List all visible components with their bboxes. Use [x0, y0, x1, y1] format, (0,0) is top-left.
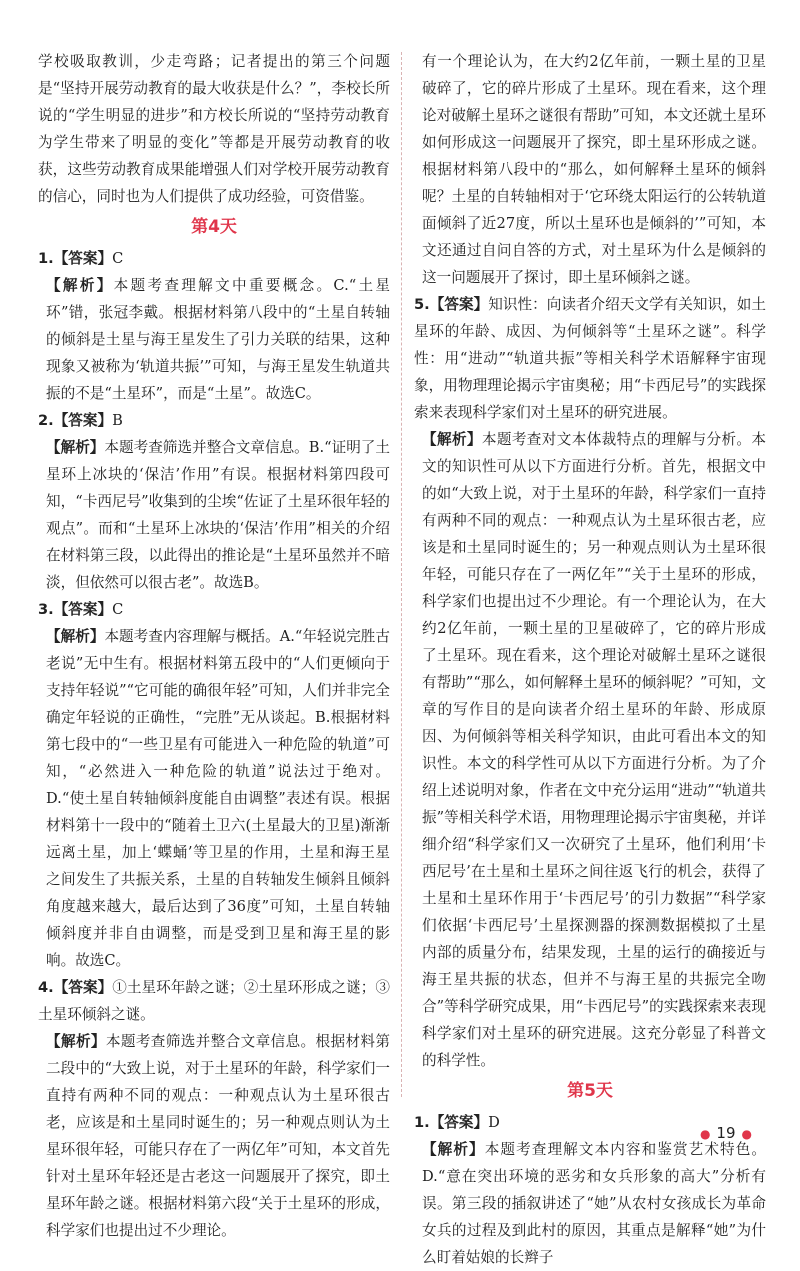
q2-explanation-tag: 【解析】	[46, 439, 105, 456]
q4-answer-tag: 【答案】	[53, 979, 113, 996]
day5-q1-explanation	[414, 1136, 766, 1271]
day5-q1-answer-tag: 【答案】	[429, 1114, 489, 1131]
q3-explanation-tag: 【解析】	[46, 628, 105, 645]
q1-answer-value: C	[112, 250, 124, 267]
page-footer	[694, 1124, 758, 1142]
dot-icon: ●	[699, 1126, 711, 1141]
q5-explanation-tag: 【解析】	[422, 431, 482, 448]
day4-heading: 第4天	[191, 217, 237, 237]
day5-q1-answer-value: D	[488, 1114, 500, 1131]
q4-number: 4.	[38, 979, 54, 996]
q5-answer-value: 知识性：向读者介绍天文学有关知识，如土星环的年龄、成因、为何倾斜等“土星环之谜”。科学性：用“进动”“轨道共振”等相关科学术语解释宇宙现象，用物理理论揭示宇宙奥秘；用“卡西尼号”的实践探索来表现科学家们对土星环的研究进展。	[414, 296, 766, 421]
day5-q1-explanation-text: 本题考查理解文本内容和鉴赏艺术特色。D.“意在突出环境的恶劣和女兵形象的高大”分析有误。第三段的插叙讲述了“她”从农村女孩成长为革命女兵的过程及到此村的原因，其重点是解释“她”为什么盯着姑娘的长辫子	[422, 1141, 766, 1266]
q1-answer	[38, 245, 390, 272]
page-number: 19	[716, 1124, 736, 1142]
q4-answer-value: ①土星环年龄之谜；②土星环形成之谜；③土星环倾斜之谜。	[38, 979, 390, 1023]
q4-answer	[38, 974, 390, 1028]
q1-explanation	[38, 272, 390, 407]
intro-paragraph: 学校吸取教训，少走弯路；记者提出的第三个问题是“坚持开展劳动教育的最大收获是什么？”，李校长所说的“学生明显的进步”和方校长所说的“坚持劳动教育为学生带来了明显的变化”等都是开展劳动教育的收获，这些劳动教育成果能增强人们对学校开展劳动教育的信心，同时也为人们提供了成功经验，可资借鉴。	[38, 53, 390, 205]
q5-explanation	[414, 426, 766, 1074]
q1-explanation-tag: 【解析】	[46, 277, 114, 294]
q3-answer	[38, 596, 390, 623]
q2-explanation-text: 本题考查筛选并整合文章信息。B.“证明了土星环上冰块的‘保洁’作用”有误。根据材料第四段可知，“卡西尼号”收集到的尘埃“佐证了土星环很年轻的观点”。而和“土星环上冰块的‘保洁’作用”相关的介绍在材料第三段，以此得出的推论是“土星环虽然并不暗淡，但依然可以很古老”。故选B。	[46, 439, 390, 591]
q3-answer-tag: 【答案】	[53, 601, 113, 618]
q2-answer-tag: 【答案】	[53, 412, 113, 429]
q4-explanation-tag: 【解析】	[46, 1033, 106, 1050]
day5-q1-explanation-tag: 【解析】	[422, 1141, 485, 1158]
right-column	[414, 48, 766, 1271]
q3-number: 3.	[38, 601, 54, 618]
q2-answer	[38, 407, 390, 434]
q2-explanation	[38, 434, 390, 596]
q3-explanation	[38, 623, 390, 974]
q4-explanation-text: 本题考查筛选并整合文章信息。根据材料第二段中的“大致上说，对于土星环的年龄，科学家们一直持有两种不同的观点：一种观点认为土星环很古老，应该是和土星同时诞生的；另一种观点则认为土星环很年轻，可能只存在了一两亿年”可知，本文首先针对土星环年轻还是古老这一问题展开了探究，即土星环年龄之谜。根据材料第六段“关于土星环的形成，科学家们也提出过不少理论。	[46, 1033, 390, 1239]
q4-explanation-continued: 有一个理论认为，在大约2亿年前，一颗土星的卫星破碎了，它的碎片形成了土星环。现在看来，这个理论对破解土星环之谜很有帮助”可知，本文还就土星环如何形成这一问题展开了探究，即土星环形成之谜。根据材料第八段中的“那么，如何解释土星环的倾斜呢？土星的自转轴相对于‘它环绕太阳运行的公转轨道面倾斜了近27度，所以土星环也是倾斜的’”可知，本文还通过自问自答的方式，对土星环为什么是倾斜的这一问题展开了探讨，即土星环倾斜之谜。	[422, 53, 766, 286]
q3-answer-value: C	[112, 601, 124, 618]
dot-icon: ●	[741, 1126, 752, 1141]
q5-number: 5.	[414, 296, 430, 313]
q2-number: 2.	[38, 412, 54, 429]
q2-answer-value: B	[112, 412, 123, 429]
q1-answer-tag: 【答案】	[53, 250, 113, 267]
q1-number: 1.	[38, 250, 54, 267]
day5-heading: 第5天	[567, 1081, 613, 1101]
day5-q1-number: 1.	[414, 1114, 430, 1131]
q5-explanation-text: 本题考查对文本体裁特点的理解与分析。本文的知识性可从以下方面进行分析。首先，根据文中的如“大致上说，对于土星环的年龄，科学家们一直持有两种不同的观点：一种观点认为土星环很古老，应该是和土星同时诞生的；另一种观点则认为土星环很年轻，可能只存在了一两亿年”“关于土星环的形成，科学家们也提出过不少理论。有一个理论认为，在大约2亿年前，一颗土星的卫星破碎了，它的碎片形成了土星环。现在看来，这个理论对破解土星环之谜很有帮助”“那么，如何解释土星环的倾斜呢？”可知，文章的写作目的是向读者介绍土星环的年龄、形成原因、为何倾斜等相关科学知识，由此可看出本文的知识性。本文的科学性可从以下方面进行分析。为了介绍上述说明对象，作者在文中充分运用“进动”“轨道共振”等相关科学术语，用物理理论揭示宇宙奥秘，并详细介绍“科学家们又一次研究了土星环，他们利用‘卡西尼号’在土星和土星环之间往返飞行的机会，获得了土星和土星环作用于‘卡西尼号’的引力数据”“科学家们依据‘卡西尼号’土星探测器的探测数据模拟了土星内部的质量分布，结果发现，土星的运行的确接近与海王星共振的状态，但并不与海王星的共振完全吻合”等科学研究成果，用“卡西尼号”的实践探索来表现科学家们对土星环的研究进展。这充分彰显了科普文的科学性。	[422, 431, 766, 1069]
q1-explanation-text: 本题考查理解文中重要概念。C.“土星环”错，张冠李戴。根据材料第八段中的“土星自转轴的倾斜是土星与海王星发生了引力关联的结果，这种现象又被称为‘轨道共振’”可知，与海王星发生轨道共振的不是“土星环”，而是“土星”。故选C。	[46, 277, 390, 402]
q3-explanation-text: 本题考查内容理解与概括。A.“年轻说完胜古老说”无中生有。根据材料第五段中的“人们更倾向于支持年轻说”“它可能的确很年轻”可知，人们并非完全确定年轻说的正确性，“完胜”无从谈起。B.根据材料第七段中的“一些卫星有可能进入一种危险的轨道”可知，“必然进入一种危险的轨道”说法过于绝对。D.“使土星自转轴倾斜度能自由调整”表述有误。根据材料第十一段中的“随着土卫六(土星最大的卫星)渐渐远离土星，加上‘蝶蛹’等卫星的作用，土星和海王星之间发生了共振关系，土星的自转轴发生倾斜且倾斜角度越来越大，最后达到了36度”可知，土星自转轴倾斜度并非自由调整，而是受到卫星和海王星的影响。故选C。	[46, 628, 390, 969]
q5-answer	[414, 291, 766, 426]
q4-explanation	[38, 1028, 390, 1244]
q5-answer-tag: 【答案】	[429, 296, 489, 313]
column-divider	[401, 52, 402, 1097]
left-column	[38, 48, 390, 1244]
